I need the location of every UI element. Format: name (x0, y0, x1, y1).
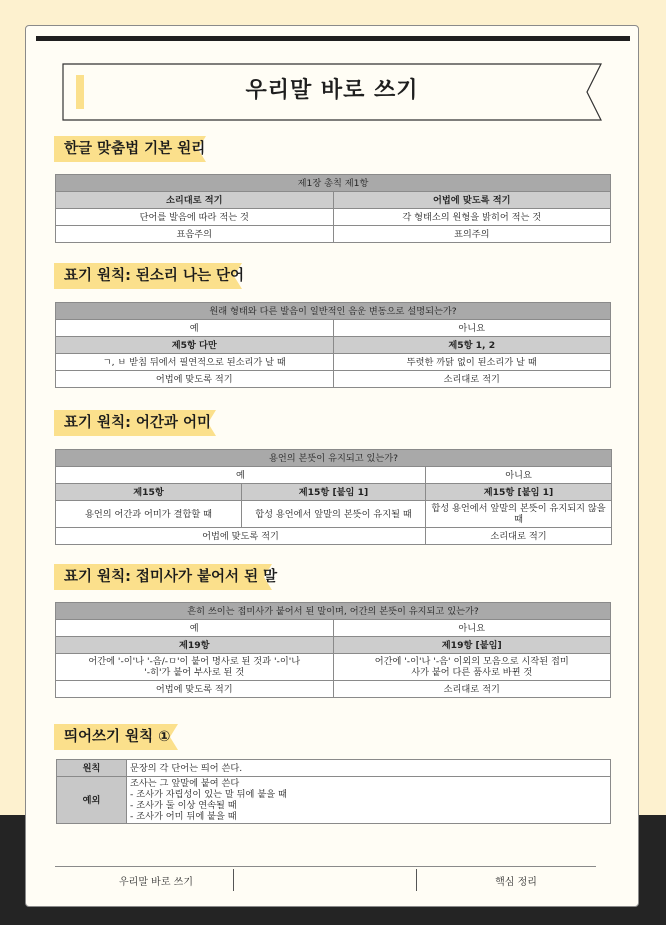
answer-yes: 예 (56, 620, 334, 637)
footer-rule (55, 866, 596, 867)
table-cell: 어간에 '-이'나 '-음' 이외의 모음으로 시작된 접미사가 붙어 다른 품사로 바뀐 것 (333, 654, 611, 681)
table-caption: 원래 형태와 다른 발음이 일반적인 음운 변동으로 설명되는가? (56, 303, 611, 320)
table-cell: 어법에 맞도록 적기 (56, 681, 334, 698)
column-header: 소리대로 적기 (56, 192, 334, 209)
footer-section-name: 핵심 정리 (495, 877, 537, 888)
fortis-sound-table (55, 302, 611, 388)
stem-ending-table (55, 449, 612, 545)
column-header: 제19항 [붙임] (333, 637, 611, 654)
suffix-table (55, 602, 611, 698)
table-cell: 어간에 '-이'나 '-음/-ㅁ'이 붙어 명사로 된 것과 '-이'나 '-히'가 붙어 부사로 된 것 (56, 654, 334, 681)
exception-line: - 조사가 자립성이 있는 말 뒤에 붙을 때 (130, 789, 287, 800)
spelling-principle-table (55, 174, 611, 243)
column-header: 제15항 [붙임 1] (426, 484, 612, 501)
column-header: 제5항 1, 2 (333, 337, 611, 354)
exception-lines (127, 777, 611, 824)
column-header: 제15항 (56, 484, 242, 501)
table-cell: 단어를 발음에 따라 적는 것 (56, 209, 334, 226)
table-cell: 합성 용언에서 앞말의 본뜻이 유지되지 않을 때 (426, 501, 612, 528)
table-cell: 합성 용언에서 앞말의 본뜻이 유지될 때 (242, 501, 426, 528)
footer-title: 우리말 바로 쓰기 (119, 877, 193, 888)
column-header: 제19항 (56, 637, 334, 654)
section-heading-5: 띄어쓰기 원칙 ① (54, 724, 178, 750)
table-caption: 용언의 본뜻이 유지되고 있는가? (56, 450, 612, 467)
title-banner (62, 63, 602, 121)
document-page (25, 25, 639, 907)
table-cell: 용언의 어간과 어미가 결합할 때 (56, 501, 242, 528)
section-heading-1: 한글 맞춤법 기본 원리 (54, 136, 206, 162)
section-heading-2: 표기 원칙: 된소리 나는 단어 (54, 263, 242, 289)
rule-label: 원칙 (57, 760, 127, 777)
answer-no: 아니요 (333, 620, 611, 637)
rule-text: 문장의 각 단어는 띄어 쓴다. (127, 760, 611, 777)
answer-yes: 예 (56, 467, 426, 484)
table-cell: 어법에 맞도록 적기 (56, 528, 426, 545)
answer-yes: 예 (56, 320, 334, 337)
table-cell: 어법에 맞도록 적기 (56, 371, 334, 388)
table-cell: 소리대로 적기 (333, 371, 611, 388)
table-cell: 소리대로 적기 (426, 528, 612, 545)
section-heading-4: 표기 원칙: 접미사가 붙어서 된 말 (54, 564, 272, 590)
page-title: 우리말 바로 쓰기 (245, 78, 419, 103)
column-header: 제15항 [붙임 1] (242, 484, 426, 501)
table-caption: 흔히 쓰이는 접미사가 붙어서 된 말이며, 어간의 본뜻이 유지되고 있는가? (56, 603, 611, 620)
table-caption: 제1장 총칙 제1항 (56, 175, 611, 192)
exception-line: 조사는 그 앞말에 붙여 쓴다 (130, 778, 240, 789)
table-cell: 뚜렷한 까닭 없이 된소리가 날 때 (333, 354, 611, 371)
exception-line: - 조사가 둘 이상 연속될 때 (130, 800, 237, 811)
spacing-rule-table (56, 759, 611, 824)
footer-separator (233, 869, 234, 891)
column-header: 어법에 맞도록 적기 (333, 192, 611, 209)
answer-no: 아니요 (426, 467, 612, 484)
column-header: 제5항 다만 (56, 337, 334, 354)
table-cell: ㄱ, ㅂ 받침 뒤에서 필연적으로 된소리가 날 때 (56, 354, 334, 371)
footer-separator (416, 869, 417, 891)
top-rule (36, 36, 630, 41)
section-heading-3: 표기 원칙: 어간과 어미 (54, 410, 216, 436)
table-cell: 각 형태소의 원형을 밝히어 적는 것 (333, 209, 611, 226)
table-cell: 표의주의 (333, 226, 611, 243)
exception-label: 예외 (57, 777, 127, 824)
table-cell: 표음주의 (56, 226, 334, 243)
table-cell: 소리대로 적기 (333, 681, 611, 698)
exception-line: - 조사가 어미 뒤에 붙을 때 (130, 811, 237, 822)
answer-no: 아니요 (333, 320, 611, 337)
